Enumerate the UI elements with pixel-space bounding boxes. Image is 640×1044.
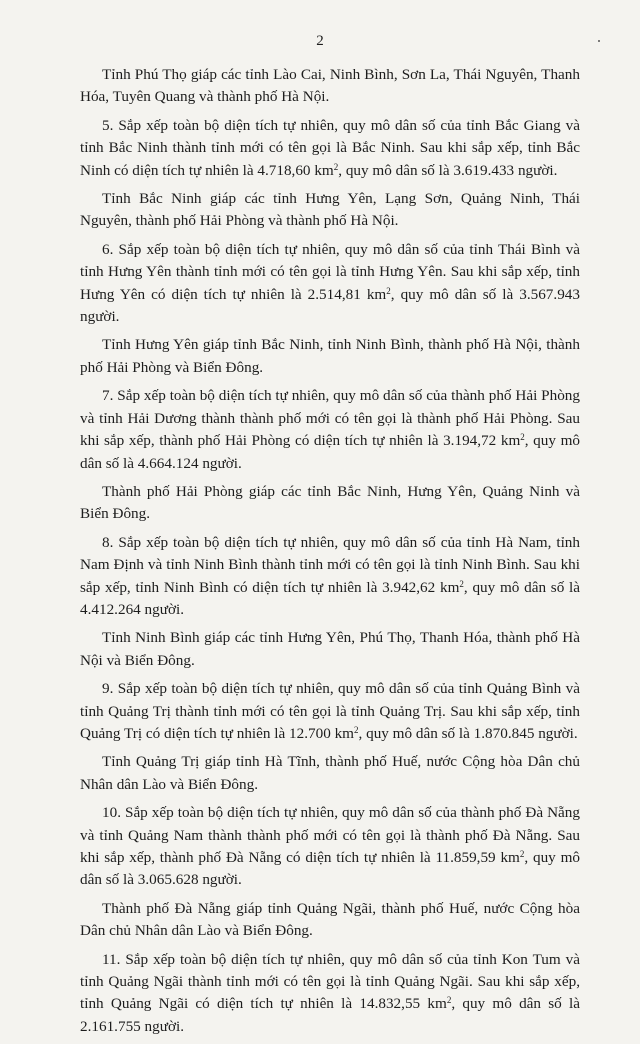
paragraph-text: , quy mô dân số là 2.161.755 người.	[80, 995, 580, 1035]
paragraph-text: , quy mô dân số là 4.412.264 người.	[80, 578, 580, 618]
article-6-hung-yen	[80, 239, 580, 329]
superscript: 2	[459, 578, 464, 589]
paragraph-text: 10. Sắp xếp toàn bộ diện tích tự nhiên, quy mô dân số của thành phố Đà Nẵng và tỉnh Quảng Nam thành thành phố mới có tên gọi là thành phố Đà Nẵng. Sau khi sắp xếp, thành phố Đà Nẵng có diện tích tự nhiên là 11.859,59 km	[80, 804, 580, 866]
paragraph-text: , quy mô dân số là 3.619.433 người.	[338, 161, 558, 179]
page-number: 2	[316, 33, 324, 49]
article-9-quang-tri	[80, 678, 580, 745]
paragraph-text: 8. Sắp xếp toàn bộ diện tích tự nhiên, quy mô dân số của tỉnh Hà Nam, tỉnh Nam Định và tỉnh Ninh Bình thành tỉnh mới có tên gọi là tỉnh Ninh Bình. Sau khi sắp xếp, tỉnh Ninh Bình có diện tích tự nhiên là 3.942,62 km	[80, 533, 580, 596]
paragraph-border-hung-yen: Tỉnh Hưng Yên giáp tỉnh Bắc Ninh, tỉnh Ninh Bình, thành phố Hà Nội, thành phố Hải Phòng và Biển Đông.	[80, 336, 580, 376]
paragraph-border-hai-phong: Thành phố Hải Phòng giáp các tỉnh Bắc Ninh, Hưng Yên, Quảng Ninh và Biển Đông.	[80, 482, 580, 523]
paragraph-text: 6. Sắp xếp toàn bộ diện tích tự nhiên, quy mô dân số của tỉnh Thái Bình và tỉnh Hưng Yên thành tỉnh mới có tên gọi là tỉnh Hưng Yên. Sau khi sắp xếp, tỉnh Hưng Yên có diện tích tự nhiên là 2.514,81 km	[80, 240, 580, 303]
paragraph-text: 5. Sắp xếp toàn bộ diện tích tự nhiên, quy mô dân số của tỉnh Bắc Giang và tỉnh Bắc Ninh thành tỉnh mới có tên gọi là Bắc Ninh. Sau khi sắp xếp, tỉnh Bắc Ninh có diện tích tự nhiên là 4.718,60 km	[80, 116, 580, 179]
superscript: 2	[333, 161, 339, 172]
paragraph-border-bac-ninh: Tỉnh Bắc Ninh giáp các tỉnh Hưng Yên, Lạng Sơn, Quảng Ninh, Thái Nguyên, thành phố Hải Phòng và thành phố Hà Nội.	[80, 190, 580, 230]
paragraph-text: 11. Sắp xếp toàn bộ diện tích tự nhiên, quy mô dân số của tỉnh Kon Tum và tỉnh Quảng Ngãi thành tỉnh mới có tên gọi là tỉnh Quảng Ngãi. Sau khi sắp xếp, tỉnh Quảng Ngãi có diện tích tự nhiên là 14.832,55 km	[80, 950, 580, 1013]
superscript: 2	[354, 724, 359, 735]
paragraph-text: 7. Sắp xếp toàn bộ diện tích tự nhiên, quy mô dân số của thành phố Hải Phòng và tỉnh Hải Dương thành thành phố mới có tên gọi là thành phố Hải Phòng. Sau khi sắp xếp, thành phố Hải Phòng có diện tích tự nhiên là 3.194,72 km	[80, 387, 580, 450]
article-10-da-nang	[80, 802, 580, 892]
article-7-hai-phong	[80, 385, 580, 475]
superscript: 2	[386, 285, 391, 296]
superscript: 2	[519, 849, 525, 859]
superscript: 2	[520, 432, 525, 443]
paragraph-border-ninh-binh: Tỉnh Ninh Bình giáp các tỉnh Hưng Yên, Phú Thọ, Thanh Hóa, thành phố Hà Nội và Biển Đông.	[80, 629, 580, 669]
paragraph-text: , quy mô dân số là 3.065.628 người.	[80, 849, 580, 889]
article-5-bac-ninh	[80, 115, 580, 182]
scan-speck	[598, 40, 600, 42]
article-11-quang-ngai	[80, 949, 580, 1039]
article-8-ninh-binh	[80, 532, 580, 622]
superscript: 2	[446, 995, 452, 1006]
paragraph-text: 9. Sắp xếp toàn bộ diện tích tự nhiên, quy mô dân số của tỉnh Quảng Bình và tỉnh Quảng Trị thành tỉnh mới có tên gọi là tỉnh Quảng Trị. Sau khi sắp xếp, tỉnh Quảng Trị có diện tích tự nhiên là 12.700 km	[80, 680, 580, 742]
paragraph-text: , quy mô dân số là 1.870.845 người.	[358, 724, 578, 742]
document-body	[80, 64, 580, 1044]
paragraph-border-da-nang: Thành phố Đà Nẵng giáp tỉnh Quảng Ngãi, thành phố Huế, nước Cộng hòa Dân chủ Nhân dân Lào và Biển Đông.	[80, 899, 580, 940]
paragraph-text: , quy mô dân số là 4.664.124 người.	[80, 432, 580, 472]
paragraph-text: , quy mô dân số là 3.567.943 người.	[80, 285, 580, 326]
paragraph-border-phu-tho: Tỉnh Phú Thọ giáp các tỉnh Lào Cai, Ninh Bình, Sơn La, Thái Nguyên, Thanh Hóa, Tuyên Quang và thành phố Hà Nội.	[80, 66, 580, 106]
paragraph-border-quang-tri: Tỉnh Quảng Trị giáp tỉnh Hà Tĩnh, thành phố Huế, nước Cộng hòa Dân chủ Nhân dân Lào và Biển Đông.	[80, 753, 580, 793]
